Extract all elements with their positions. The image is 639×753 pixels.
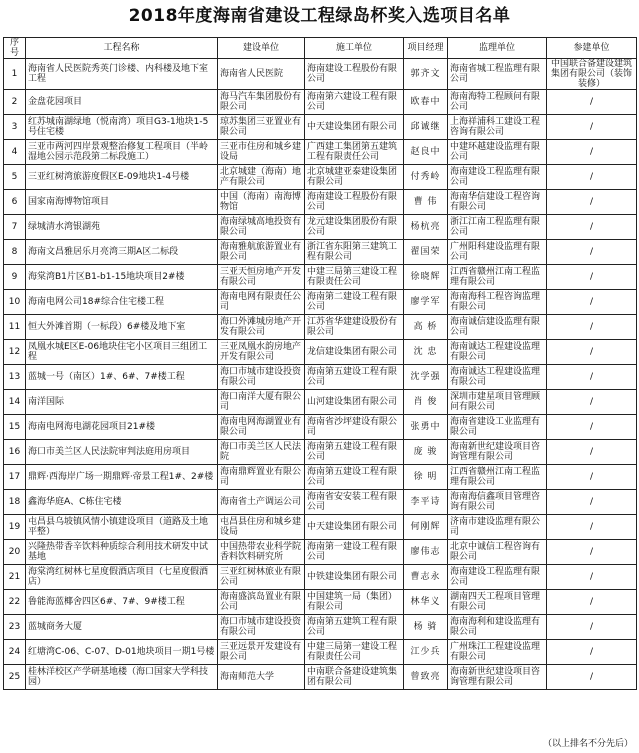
participant-cell: / <box>547 465 637 490</box>
participant-cell: / <box>547 165 637 190</box>
project-manager-cell: 曹志永 <box>404 565 448 590</box>
table-row <box>4 190 637 215</box>
contractor-cell: 海南建设工程股份有限公司 <box>305 59 404 90</box>
participant-cell: / <box>547 440 637 465</box>
header-supervisor: 监理单位 <box>448 38 547 59</box>
project-manager-cell: 高 桥 <box>404 315 448 340</box>
contractor-cell: 中天建设集团有限公司 <box>305 115 404 140</box>
project-manager-cell: 李平诗 <box>404 490 448 515</box>
supervisor-cell: 湖南四天工程项目管理有限公司 <box>448 590 547 615</box>
project-manager-cell: 曹 伟 <box>404 190 448 215</box>
supervisor-cell: 海南海特工程顾问有限公司 <box>448 90 547 115</box>
contractor-cell: 海南省沙坪建设有限公司 <box>305 415 404 440</box>
supervisor-cell: 江西省赣州江南工程监理有限公司 <box>448 465 547 490</box>
supervisor-cell: 济南市建设监理有限公司 <box>448 515 547 540</box>
project-name-cell: 海棠湾B1片区B1-b1-15地块项目2#楼 <box>26 265 218 290</box>
row-index: 6 <box>4 190 26 215</box>
supervisor-cell: 浙江江南工程监理有限公司 <box>448 215 547 240</box>
row-index: 10 <box>4 290 26 315</box>
builder-cell: 海口市美兰区人民法院 <box>218 440 305 465</box>
table-row <box>4 515 637 540</box>
project-manager-cell: 何刚辉 <box>404 515 448 540</box>
contractor-cell: 海南第六建设工程有限公司 <box>305 90 404 115</box>
contractor-cell: 江苏省华建建设股份有限公司 <box>305 315 404 340</box>
project-manager-cell: 翟国荣 <box>404 240 448 265</box>
award-list-table <box>3 37 637 690</box>
project-manager-cell: 徐晓辉 <box>404 265 448 290</box>
project-name-cell: 屯昌县乌坡镇风情小镇建设项目（道路及土地平整） <box>26 515 218 540</box>
row-index: 20 <box>4 540 26 565</box>
table-row <box>4 465 637 490</box>
table-row <box>4 315 637 340</box>
row-index: 5 <box>4 165 26 190</box>
supervisor-cell: 海南诚达工程建设监理有限公司 <box>448 340 547 365</box>
project-manager-cell: 沈学强 <box>404 365 448 390</box>
project-manager-cell: 邱诚继 <box>404 115 448 140</box>
table-row <box>4 565 637 590</box>
row-index: 7 <box>4 215 26 240</box>
table-row <box>4 615 637 640</box>
participant-cell: / <box>547 390 637 415</box>
project-manager-cell: 赵良中 <box>404 140 448 165</box>
table-row <box>4 365 637 390</box>
participant-cell: / <box>547 540 637 565</box>
row-index: 23 <box>4 615 26 640</box>
supervisor-cell: 海南新世纪建设项目咨询管理有限公司 <box>448 665 547 690</box>
project-name-cell: 海南电网海电湖花园项目21#楼 <box>26 415 218 440</box>
supervisor-cell: 中建环越建设监理有限公司 <box>448 140 547 165</box>
participant-cell: / <box>547 315 637 340</box>
contractor-cell: 龙元建设集团股份有限公司 <box>305 215 404 240</box>
table-row <box>4 440 637 465</box>
project-manager-cell: 欧春中 <box>404 90 448 115</box>
table-row <box>4 215 637 240</box>
builder-cell: 屯昌县住房和城乡建设局 <box>218 515 305 540</box>
row-index: 24 <box>4 640 26 665</box>
project-name-cell: 桂林洋校区产学研基地楼（海口国家大学科技园） <box>26 665 218 690</box>
participant-cell: / <box>547 415 637 440</box>
project-name-cell: 红塘湾C-06、C-07、D-01地块项目一期1号楼 <box>26 640 218 665</box>
participant-cell: / <box>547 290 637 315</box>
project-name-cell: 海南文昌雅居乐月亮湾三期A区二标段 <box>26 240 218 265</box>
row-index: 21 <box>4 565 26 590</box>
participant-cell: / <box>547 365 637 390</box>
supervisor-cell: 海南诚达工程建设监理有限公司 <box>448 365 547 390</box>
header-participant: 参建单位 <box>547 38 637 59</box>
supervisor-cell: 海南新世纪建设项目咨询管理有限公司 <box>448 440 547 465</box>
table-body <box>4 59 637 690</box>
contractor-cell: 海南第五建设工程有限公司 <box>305 365 404 390</box>
contractor-cell: 中建三局第一建设工程有限责任公司 <box>305 640 404 665</box>
builder-cell: 海口市城市建设投资有限公司 <box>218 365 305 390</box>
participant-cell: / <box>547 590 637 615</box>
row-index: 15 <box>4 415 26 440</box>
builder-cell: 海南电网有限责任公司 <box>218 290 305 315</box>
table-row <box>4 90 637 115</box>
participant-cell: / <box>547 115 637 140</box>
project-name-cell: 鲁能海蓝椰舍四区6#、7#、9#楼工程 <box>26 590 218 615</box>
table-row <box>4 59 637 90</box>
project-name-cell: 三亚红树湾旅游度假区E-09地块1-4号楼 <box>26 165 218 190</box>
builder-cell: 海南电网海湖置业有限公司 <box>218 415 305 440</box>
table-header-row <box>4 38 637 59</box>
table-row <box>4 490 637 515</box>
table-row <box>4 415 637 440</box>
builder-cell: 中国（海南）南海博物馆 <box>218 190 305 215</box>
contractor-cell: 海南第五建设工程有限公司 <box>305 465 404 490</box>
contractor-cell: 中建三局第三建设工程有限责任公司 <box>305 265 404 290</box>
header-index: 序号 <box>4 38 26 59</box>
participant-cell: / <box>547 640 637 665</box>
project-name-cell: 金盘花园项目 <box>26 90 218 115</box>
project-name-cell: 海南省人民医院秀英门诊楼、内科楼及地下室工程 <box>26 59 218 90</box>
participant-cell: / <box>547 340 637 365</box>
table-row <box>4 165 637 190</box>
builder-cell: 三亚红树林旅业有限公司 <box>218 565 305 590</box>
table-row <box>4 115 637 140</box>
table-row <box>4 640 637 665</box>
builder-cell: 海南盛滨岛置业有限公司 <box>218 590 305 615</box>
builder-cell: 海南省人民医院 <box>218 59 305 90</box>
project-name-cell: 三亚市两河四岸景观整治修复工程项目（半岭湿地公园示范段第二标段施工） <box>26 140 218 165</box>
builder-cell: 三亚远景开发建设有限公司 <box>218 640 305 665</box>
project-manager-cell: 杨 骑 <box>404 615 448 640</box>
builder-cell: 海南省土产调运公司 <box>218 490 305 515</box>
contractor-cell: 海南第五建筑工程有限公司 <box>305 615 404 640</box>
project-name-cell: 恒大外滩首期（一标段）6#楼及地下室 <box>26 315 218 340</box>
project-name-cell: 国家南海博物馆项目 <box>26 190 218 215</box>
participant-cell: / <box>547 515 637 540</box>
supervisor-cell: 海南省城工程监理有限公司 <box>448 59 547 90</box>
participant-cell: / <box>547 665 637 690</box>
participant-cell: 中国联合备建设建筑集团有限公司（装饰装修） <box>547 59 637 90</box>
supervisor-cell: 北京中诚信工程咨询有限公司 <box>448 540 547 565</box>
contractor-cell: 海南建设工程股份有限公司 <box>305 190 404 215</box>
row-index: 4 <box>4 140 26 165</box>
contractor-cell: 中国建筑一局（集团）有限公司 <box>305 590 404 615</box>
project-manager-cell: 庞 骏 <box>404 440 448 465</box>
table-row <box>4 390 637 415</box>
supervisor-cell: 上海祥浦科工建设工程咨询有限公司 <box>448 115 547 140</box>
contractor-cell: 山河建设集团有限公司 <box>305 390 404 415</box>
row-index: 1 <box>4 59 26 90</box>
row-index: 3 <box>4 115 26 140</box>
header-builder: 建设单位 <box>218 38 305 59</box>
contractor-cell: 海南第二建设工程有限公司 <box>305 290 404 315</box>
contractor-cell: 海南第一建设工程有限公司 <box>305 540 404 565</box>
project-name-cell: 蓝城商务大厦 <box>26 615 218 640</box>
supervisor-cell: 海南海利和建设监理有限公司 <box>448 615 547 640</box>
supervisor-cell: 海南诚信建设监理有限公司 <box>448 315 547 340</box>
builder-cell: 海口南洋大厦有限公司 <box>218 390 305 415</box>
builder-cell: 中国热带农业科学院香料饮料研究所 <box>218 540 305 565</box>
contractor-cell: 中南联合备建设建筑集团有限公司 <box>305 665 404 690</box>
contractor-cell: 北京城建亚泰建设集团有限公司 <box>305 165 404 190</box>
project-manager-cell: 付秀岭 <box>404 165 448 190</box>
project-manager-cell: 廖学军 <box>404 290 448 315</box>
participant-cell: / <box>547 190 637 215</box>
project-manager-cell: 肖 俊 <box>404 390 448 415</box>
project-manager-cell: 徐 明 <box>404 465 448 490</box>
project-name-cell: 海口市美兰区人民法院审判法庭用房项目 <box>26 440 218 465</box>
table-row <box>4 540 637 565</box>
row-index: 16 <box>4 440 26 465</box>
table-row <box>4 590 637 615</box>
project-name-cell: 红苏城南湖绿地（悦南湾）项目G3-1地块1-5号住宅楼 <box>26 115 218 140</box>
builder-cell: 海南绿城高地投资有限公司 <box>218 215 305 240</box>
contractor-cell: 龙信建设集团有限公司 <box>305 340 404 365</box>
project-manager-cell: 杨杭亮 <box>404 215 448 240</box>
header-project-manager: 项目经理 <box>404 38 448 59</box>
row-index: 12 <box>4 340 26 365</box>
supervisor-cell: 海南海信鑫项目管理咨询有限公司 <box>448 490 547 515</box>
row-index: 14 <box>4 390 26 415</box>
page-title: 2018年度海南省建设工程绿岛杯奖入选项目名单 <box>128 6 511 26</box>
contractor-cell: 海南省安安装工程有限公司 <box>305 490 404 515</box>
contractor-cell: 海南第五建设工程有限公司 <box>305 440 404 465</box>
participant-cell: / <box>547 565 637 590</box>
project-manager-cell: 沈 忠 <box>404 340 448 365</box>
project-name-cell: 蓝城一号（南区）1#、6#、7#楼工程 <box>26 365 218 390</box>
supervisor-cell: 海南省建设工业监理有限公司 <box>448 415 547 440</box>
row-index: 13 <box>4 365 26 390</box>
table-row <box>4 240 637 265</box>
project-name-cell: 海南电网公司18#综合住宅楼工程 <box>26 290 218 315</box>
builder-cell: 北京城建（海南）地产有限公司 <box>218 165 305 190</box>
builder-cell: 三亚凤凰水韵房地产开发有限公司 <box>218 340 305 365</box>
project-manager-cell: 廖伟志 <box>404 540 448 565</box>
builder-cell: 三亚天恒房地产开发有限公司 <box>218 265 305 290</box>
project-name-cell: 凤凰水城E区E-06地块住宅小区项目三组团工程 <box>26 340 218 365</box>
supervisor-cell: 海南海科工程咨询监理有限公司 <box>448 290 547 315</box>
row-index: 2 <box>4 90 26 115</box>
project-name-cell: 鼎辉·西海岸广场一期鼎辉·帝景工程1#、2#楼 <box>26 465 218 490</box>
project-manager-cell: 江少兵 <box>404 640 448 665</box>
builder-cell: 海南雅航旅游置业有限公司 <box>218 240 305 265</box>
builder-cell: 海马汽车集团股份有限公司 <box>218 90 305 115</box>
supervisor-cell: 江西省赣州江南工程监理有限公司 <box>448 265 547 290</box>
project-name-cell: 绿城清水湾银湖苑 <box>26 215 218 240</box>
table-row <box>4 140 637 165</box>
header-contractor: 施工单位 <box>305 38 404 59</box>
footnote: （以上排名不分先后） <box>542 739 633 749</box>
participant-cell: / <box>547 490 637 515</box>
row-index: 9 <box>4 265 26 290</box>
contractor-cell: 浙江省东阳第三建筑工程有限公司 <box>305 240 404 265</box>
supervisor-cell: 海南建设工程监理有限公司 <box>448 565 547 590</box>
row-index: 17 <box>4 465 26 490</box>
builder-cell: 海南师范大学 <box>218 665 305 690</box>
supervisor-cell: 深圳市建星项目管理顾问有限公司 <box>448 390 547 415</box>
row-index: 18 <box>4 490 26 515</box>
row-index: 11 <box>4 315 26 340</box>
project-manager-cell: 郭齐文 <box>404 59 448 90</box>
supervisor-cell: 海南华信建设工程咨询有限公司 <box>448 190 547 215</box>
participant-cell: / <box>547 90 637 115</box>
row-index: 8 <box>4 240 26 265</box>
supervisor-cell: 广州阳科建设监理有限公司 <box>448 240 547 265</box>
table-row <box>4 665 637 690</box>
row-index: 19 <box>4 515 26 540</box>
project-name-cell: 兴隆热带香辛饮料种质综合利用技术研发中试基地 <box>26 540 218 565</box>
table-row <box>4 340 637 365</box>
header-project-name: 工程名称 <box>26 38 218 59</box>
row-index: 25 <box>4 665 26 690</box>
supervisor-cell: 广州珠江工程建设监理有限公司 <box>448 640 547 665</box>
builder-cell: 海南鼎辉置业有限公司 <box>218 465 305 490</box>
participant-cell: / <box>547 215 637 240</box>
contractor-cell: 中铁建设集团有限公司 <box>305 565 404 590</box>
project-manager-cell: 张勇中 <box>404 415 448 440</box>
supervisor-cell: 海南建设工程监理有限公司 <box>448 165 547 190</box>
participant-cell: / <box>547 240 637 265</box>
participant-cell: / <box>547 615 637 640</box>
project-manager-cell: 曾致亮 <box>404 665 448 690</box>
contractor-cell: 中天建设集团有限公司 <box>305 515 404 540</box>
participant-cell: / <box>547 265 637 290</box>
table-row <box>4 290 637 315</box>
project-name-cell: 鑫海华庭A、C栋住宅楼 <box>26 490 218 515</box>
project-name-cell: 南洋国际 <box>26 390 218 415</box>
builder-cell: 海口市城市建设投资有限公司 <box>218 615 305 640</box>
builder-cell: 海口外滩城房地产开发有限公司 <box>218 315 305 340</box>
project-name-cell: 海棠湾红树林七星度假酒店项目（七星度假酒店） <box>26 565 218 590</box>
table-row <box>4 265 637 290</box>
row-index: 22 <box>4 590 26 615</box>
contractor-cell: 广西建工集团第五建筑工程有限责任公司 <box>305 140 404 165</box>
project-manager-cell: 林华义 <box>404 590 448 615</box>
builder-cell: 三亚市住房和城乡建设局 <box>218 140 305 165</box>
participant-cell: / <box>547 140 637 165</box>
builder-cell: 琼苏集团三亚置业有限公司 <box>218 115 305 140</box>
